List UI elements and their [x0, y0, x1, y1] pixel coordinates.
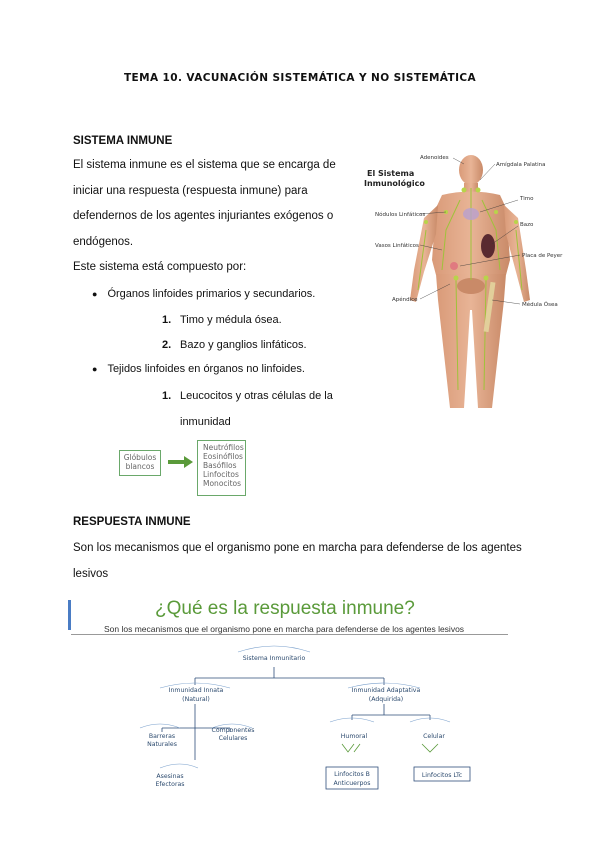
response-paragraph [73, 536, 543, 587]
bullet-text: Tejidos linfoides en órganos no linfoides. [107, 363, 305, 375]
bullet-text: Órganos linfoides primarios y secundarios. [107, 288, 316, 300]
label-adenoids: Adenoides [420, 155, 449, 161]
label-lymph-nodes: Nódulos Linfáticos [375, 212, 426, 218]
label-lymph-vessels: Vasos Linfáticos [375, 243, 419, 249]
leucocyte-types-box [197, 440, 246, 496]
diagram-title: ¿Qué es la respuesta inmune? [155, 598, 415, 619]
node-innate: Inmunidad Innata [168, 687, 224, 694]
response-paragraph-line: lesivos [73, 567, 109, 580]
node-components: Componentes [211, 727, 255, 734]
list-item [162, 390, 333, 402]
leucocyte-type: Basófilos [203, 461, 237, 470]
node-killers-sub: Efectoras [155, 781, 185, 788]
leucocyte-type: Monocitos [203, 479, 242, 488]
white-cells-label: blancos [125, 462, 155, 471]
node-components-sub: Celulares [218, 735, 248, 742]
peyer-patch [450, 262, 458, 270]
composition-intro: Este sistema está compuesto por: [73, 261, 247, 273]
label-thymus: Timo [520, 196, 534, 202]
spleen-organ [481, 234, 495, 258]
bullet-primary [92, 288, 315, 300]
immune-paragraph [73, 153, 343, 281]
node-adaptive: Inmunidad Adaptativa [351, 687, 421, 694]
item-text: Timo y médula ósea. [180, 314, 282, 326]
item-number: 1. [162, 390, 172, 402]
body-silhouette [410, 155, 530, 408]
node-antibodies: Anticuerpos [333, 780, 371, 787]
item-number: 1. [162, 314, 172, 326]
label-peyer: Placa de Peyer [522, 253, 563, 259]
list-item-continuation: inmunidad [180, 416, 231, 428]
label-tonsil: Amígdala Palatina [496, 162, 546, 168]
white-cells-label: Glóbulos [123, 453, 157, 462]
item-text: Leucocitos y otras células de la [180, 390, 333, 402]
section-heading-immune-system: SISTEMA INMUNE [73, 135, 173, 147]
thymus-organ [463, 208, 479, 220]
leucocyte-type: Linfocitos [203, 470, 239, 479]
immune-response-tree [120, 640, 500, 800]
item-number: 2. [162, 339, 172, 351]
tree-connectors [162, 667, 430, 760]
green-arrow-icon [168, 455, 194, 469]
list-item [162, 339, 307, 351]
node-adaptive-sub: (Adquirida) [368, 696, 404, 703]
node-lymph-t: Linfocitos LTc [421, 772, 463, 779]
section-heading-immune-response: RESPUESTA INMUNE [73, 516, 191, 528]
immune-paragraph-line: endógenos. [73, 235, 134, 248]
node-cellular: Celular [423, 733, 445, 740]
tree-decoration-arcs [140, 646, 450, 768]
white-cells-box [119, 450, 161, 476]
diagram-divider [71, 634, 508, 635]
node-barriers-sub: Naturales [147, 741, 177, 748]
bullet-dot-icon: ● [92, 364, 98, 374]
diagram-accent-bar [68, 600, 71, 630]
response-paragraph-line: Son los mecanismos que el organismo pone en marcha para defenderse de los agentes [73, 542, 522, 554]
leucocyte-type: Eosinófilos [203, 452, 243, 461]
list-item [162, 314, 282, 326]
label-spleen: Bazo [520, 222, 534, 228]
item-text: Bazo y ganglios linfáticos. [180, 339, 307, 351]
immune-paragraph-line: defendernos de los agentes injuriantes exógenos o [73, 210, 334, 222]
node-innate-sub: (Natural) [182, 696, 210, 703]
leucocyte-type: Neutrófilos [203, 443, 244, 452]
label-bone-marrow: Médula Ósea [522, 302, 558, 308]
figure-title: El Sistema [367, 169, 415, 178]
diagram-subtitle: Son los mecanismos que el organismo pone en marcha para defenderse de los agentes lesivos [104, 624, 465, 634]
node-humoral: Humoral [340, 733, 368, 740]
immune-paragraph-line: El sistema inmune es el sistema que se encarga de [73, 159, 336, 171]
node-immune-system: Sistema Inmunitario [242, 655, 306, 662]
node-lymph-b: Linfocitos B [334, 771, 370, 778]
immune-paragraph-line: iniciar una respuesta (respuesta inmune) para [73, 184, 308, 197]
immune-system-body-figure [360, 150, 570, 415]
page-title: TEMA 10. VACUNACIÓN SISTEMÁTICA Y NO SISTEMÁTICA [123, 72, 477, 84]
bullet-dot-icon: ● [92, 289, 98, 299]
green-arrow-icon [342, 744, 438, 752]
node-killers: Asesinas [156, 773, 184, 780]
bullet-nonlymphoid [92, 363, 305, 375]
label-appendix: Apéndice [392, 297, 418, 303]
node-barriers: Barreras [148, 733, 176, 740]
figure-title: Inmunológico [364, 179, 425, 188]
